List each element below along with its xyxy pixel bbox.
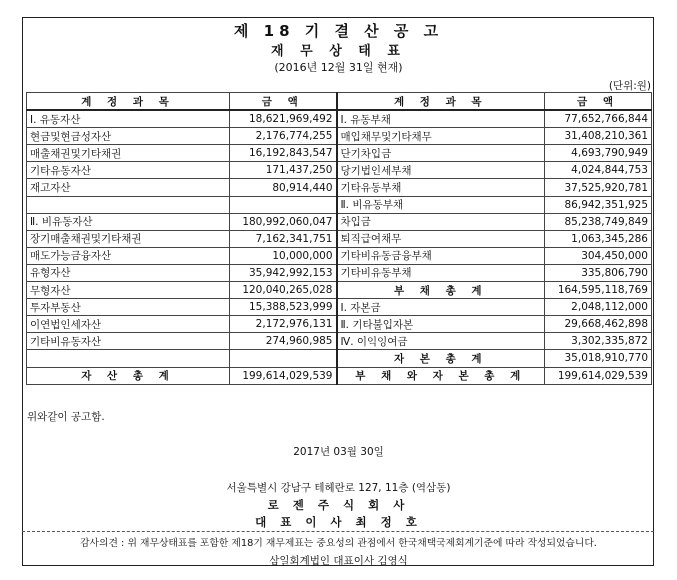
table-row — [27, 162, 652, 179]
right-amount: 85,238,749,849 — [545, 213, 652, 230]
right-amount: 77,652,766,844 — [545, 110, 652, 128]
left-amount: 10,000,000 — [230, 247, 337, 264]
table-row — [27, 196, 652, 213]
table-row — [27, 299, 652, 316]
right-amount: 4,024,844,753 — [545, 162, 652, 179]
left-account: 이연법인세자산 — [27, 316, 230, 333]
left-account: 무형자산 — [27, 282, 230, 299]
left-amount: 18,621,969,492 — [230, 110, 337, 128]
left-amount: 16,192,843,547 — [230, 145, 337, 162]
table-row — [27, 110, 652, 128]
left-amount: 120,040,265,028 — [230, 282, 337, 299]
table-row — [27, 350, 652, 367]
statement-title: 재 무 상 태 표 — [271, 44, 406, 59]
left-amount: 35,942,992,153 — [230, 264, 337, 281]
right-amount: 2,048,112,000 — [545, 299, 652, 316]
balance-sheet-table — [26, 92, 652, 385]
right-amount: 1,063,345,286 — [545, 230, 652, 247]
notice-title: 제 18 기 결 산 공 고 — [233, 22, 444, 40]
right-amount: 86,942,351,925 — [545, 196, 652, 213]
total-equity-amount: 35,018,910,770 — [545, 350, 652, 367]
left-account: 장기매출채권및기타채권 — [27, 230, 230, 247]
right-account: Ⅱ. 기타불입자본 — [337, 316, 545, 333]
right-amount: 29,668,462,898 — [545, 316, 652, 333]
left-amount: 171,437,250 — [230, 162, 337, 179]
total-liabilities-equity-amount: 199,614,029,539 — [545, 367, 652, 384]
right-amount: 4,693,790,949 — [545, 145, 652, 162]
header-right-amount: 금 액 — [545, 93, 652, 111]
company-name: 로 젠 주 식 회 사 — [267, 498, 410, 512]
total-liabilities-amount: 164,595,118,769 — [545, 282, 652, 299]
left-account: 재고자산 — [27, 179, 230, 196]
right-amount: 3,302,335,872 — [545, 333, 652, 350]
ceo-name: 대 표 이 사 최 정 호 — [255, 515, 422, 529]
right-account: 기타비유동금융부채 — [337, 247, 545, 264]
table-row — [27, 230, 652, 247]
total-liabilities-label: 부 채 총 계 — [337, 282, 545, 299]
audit-opinion: 감사의견 : 위 재무상태표를 포함한 제18기 재무제표는 중요성의 관점에서 한국채택국제회계기준에 따라 작성되었습니다. — [80, 538, 597, 549]
right-amount: 37,525,920,781 — [545, 179, 652, 196]
right-account: Ⅳ. 이익잉여금 — [337, 333, 545, 350]
left-amount: 7,162,341,751 — [230, 230, 337, 247]
left-account: 매출채권및기타채권 — [27, 145, 230, 162]
total-equity-label: 자 본 총 계 — [337, 350, 545, 367]
left-amount: 2,172,976,131 — [230, 316, 337, 333]
table-row — [27, 316, 652, 333]
right-amount: 335,806,790 — [545, 264, 652, 281]
right-account: 단기차입금 — [337, 145, 545, 162]
left-amount — [230, 350, 337, 367]
right-account: Ⅱ. 비유동부채 — [337, 196, 545, 213]
right-account: 퇴직급여채무 — [337, 230, 545, 247]
left-amount: 15,388,523,999 — [230, 299, 337, 316]
total-liabilities-equity-label: 부 채 와 자 본 총 계 — [337, 367, 545, 384]
total-assets-amount: 199,614,029,539 — [230, 367, 337, 384]
unit-label: (단위:원) — [608, 80, 651, 92]
right-account: 기타유동부채 — [337, 179, 545, 196]
left-account: 투자부동산 — [27, 299, 230, 316]
table-row — [27, 333, 652, 350]
left-amount: 180,992,060,047 — [230, 213, 337, 230]
right-account: 당기법인세부채 — [337, 162, 545, 179]
notice-date: 2017년 03월 30일 — [293, 446, 384, 458]
table-row — [27, 367, 652, 384]
left-account: 유형자산 — [27, 264, 230, 281]
left-account: 기타비유동자산 — [27, 333, 230, 350]
auditor-name: 삼일회계법인 대표이사 김영식 — [269, 555, 408, 567]
left-account: Ⅰ. 유동자산 — [27, 110, 230, 128]
right-account: 매입채무및기타채무 — [337, 128, 545, 145]
left-account — [27, 196, 230, 213]
right-account: 기타비유동부채 — [337, 264, 545, 281]
as-of-date: (2016년 12월 31일 현재) — [274, 61, 403, 74]
header-right-account: 계 정 과 목 — [337, 93, 545, 111]
right-account: Ⅰ. 유동부채 — [337, 110, 545, 128]
left-account: 현금및현금성자산 — [27, 128, 230, 145]
table-row — [27, 247, 652, 264]
header-left-account: 계 정 과 목 — [27, 93, 230, 111]
company-address: 서울특별시 강남구 테헤란로 127, 11층 (역삼동) — [226, 482, 451, 494]
right-account: 차입금 — [337, 213, 545, 230]
left-account: 매도가능금융자산 — [27, 247, 230, 264]
table-header-row — [27, 93, 652, 111]
left-amount — [230, 196, 337, 213]
right-amount: 304,450,000 — [545, 247, 652, 264]
table-row — [27, 264, 652, 281]
left-amount: 2,176,774,255 — [230, 128, 337, 145]
divider — [22, 531, 654, 532]
left-account: Ⅱ. 비유동자산 — [27, 213, 230, 230]
table-row — [27, 213, 652, 230]
table-row — [27, 282, 652, 299]
left-amount: 274,960,985 — [230, 333, 337, 350]
table-row — [27, 145, 652, 162]
table-row — [27, 179, 652, 196]
left-amount: 80,914,440 — [230, 179, 337, 196]
table-row — [27, 128, 652, 145]
total-assets-label: 자 산 총 계 — [27, 367, 230, 384]
header-left-amount: 금 액 — [230, 93, 337, 111]
left-account: 기타유동자산 — [27, 162, 230, 179]
left-account — [27, 350, 230, 367]
right-amount: 31,408,210,361 — [545, 128, 652, 145]
right-account: Ⅰ. 자본금 — [337, 299, 545, 316]
closing-note: 위와같이 공고함. — [27, 411, 105, 423]
